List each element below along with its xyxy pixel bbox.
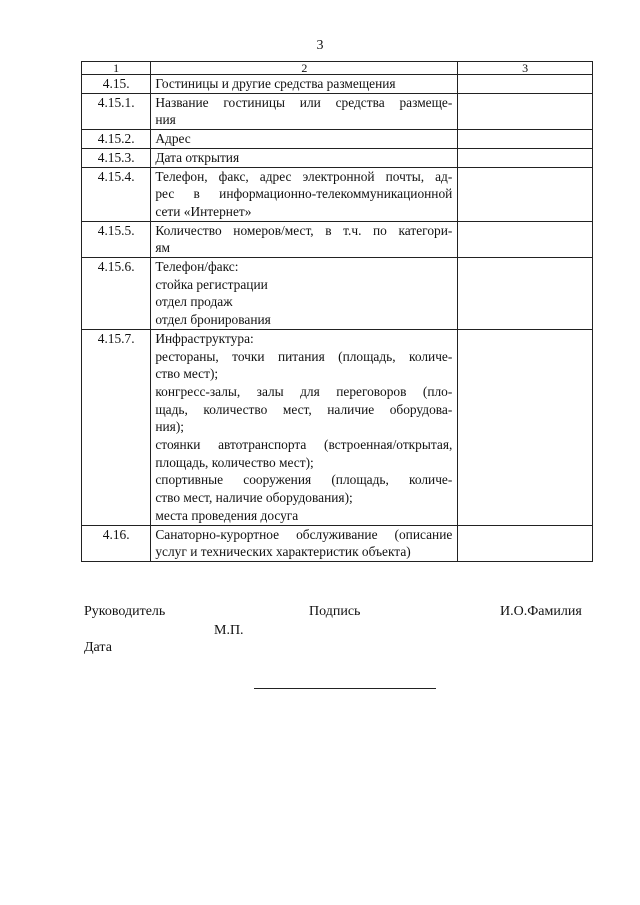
description-line: Инфраструктура: [155,330,254,346]
description-line: места проведения досуга [155,507,299,523]
table-row [82,167,593,221]
description-line: Телефон, факс, адрес электронной почты, ад- [155,168,453,184]
row-number: 4.15.4. [82,167,151,221]
row-value-cell[interactable] [458,93,593,129]
row-description [151,258,458,330]
table-row [82,75,593,94]
name-label: И.О.Фамилия [500,604,582,619]
description-line: Адрес [155,131,191,147]
description-line: Телефон/факс: [155,259,239,275]
row-value-cell[interactable] [458,167,593,221]
row-value-cell[interactable] [458,148,593,167]
page-number: 3 [316,38,324,53]
description-line: спортивные сооружения (площадь, количе- [155,472,453,488]
row-description [151,221,458,257]
column-header-1: 1 [82,62,151,75]
description-line: ство мест, наличие оборудования); [155,490,353,506]
description-line: рес в информационно-телекоммуникационной [155,186,453,202]
row-number: 4.15.5. [82,221,151,257]
description-line: Название гостиницы или средства размеще- [155,94,453,110]
table-row [82,93,593,129]
table-header-row [82,62,593,75]
row-value-cell[interactable] [458,525,593,561]
row-number: 4.15.2. [82,130,151,149]
row-description [151,75,458,94]
row-description [151,525,458,561]
column-header-3: 3 [458,62,593,75]
date-label: Дата [84,640,112,655]
description-line: конгресс-залы, залы для переговоров (пло- [155,383,453,399]
description-line: отдел бронирования [155,312,271,328]
row-number: 4.15.6. [82,258,151,330]
description-line: сети «Интернет» [155,203,252,219]
description-line: ния); [155,419,185,435]
form-table [81,61,593,562]
row-value-cell[interactable] [458,130,593,149]
signature-label: Подпись [309,604,361,619]
row-description [151,167,458,221]
description-line: рестораны, точки питания (площадь, количе- [155,348,453,364]
column-header-2: 2 [151,62,458,75]
row-description [151,130,458,149]
row-description [151,93,458,129]
description-line: Санаторно-курортное обслуживание (описание [155,526,453,542]
stamp-label: М.П. [214,623,244,638]
description-line: ство мест); [155,366,219,382]
description-line: Гостиницы и другие средства размещения [155,76,396,91]
description-line: Дата открытия [155,149,240,165]
row-number: 4.15.1. [82,93,151,129]
description-line: стойка регистрации [155,276,268,292]
table-row [82,329,593,525]
description-line: услуг и технических характеристик объекта) [155,544,411,560]
row-number: 4.16. [82,525,151,561]
row-number: 4.15. [82,75,151,94]
head-label: Руководитель [84,604,166,619]
row-description [151,148,458,167]
row-value-cell[interactable] [458,329,593,525]
description-line: Количество номеров/мест, в т.ч. по категори- [155,222,453,238]
row-number: 4.15.3. [82,148,151,167]
table-row [82,221,593,257]
row-description [151,329,458,525]
row-number: 4.15.7. [82,329,151,525]
description-line: отдел продаж [155,294,233,310]
table-row [82,258,593,330]
row-value-cell[interactable] [458,221,593,257]
table-row [82,148,593,167]
description-line: ния [155,112,176,128]
description-line: щадь, количество мест, наличие оборудова- [155,401,453,417]
table-row [82,525,593,561]
table-row [82,130,593,149]
description-line: площадь, количество мест); [155,454,314,470]
description-line: ям [155,240,170,256]
row-value-cell[interactable] [458,258,593,330]
row-value-cell[interactable] [458,75,593,94]
date-signature-line [254,688,436,689]
description-line: стоянки автотранспорта (встроенная/открытая, [155,437,453,453]
